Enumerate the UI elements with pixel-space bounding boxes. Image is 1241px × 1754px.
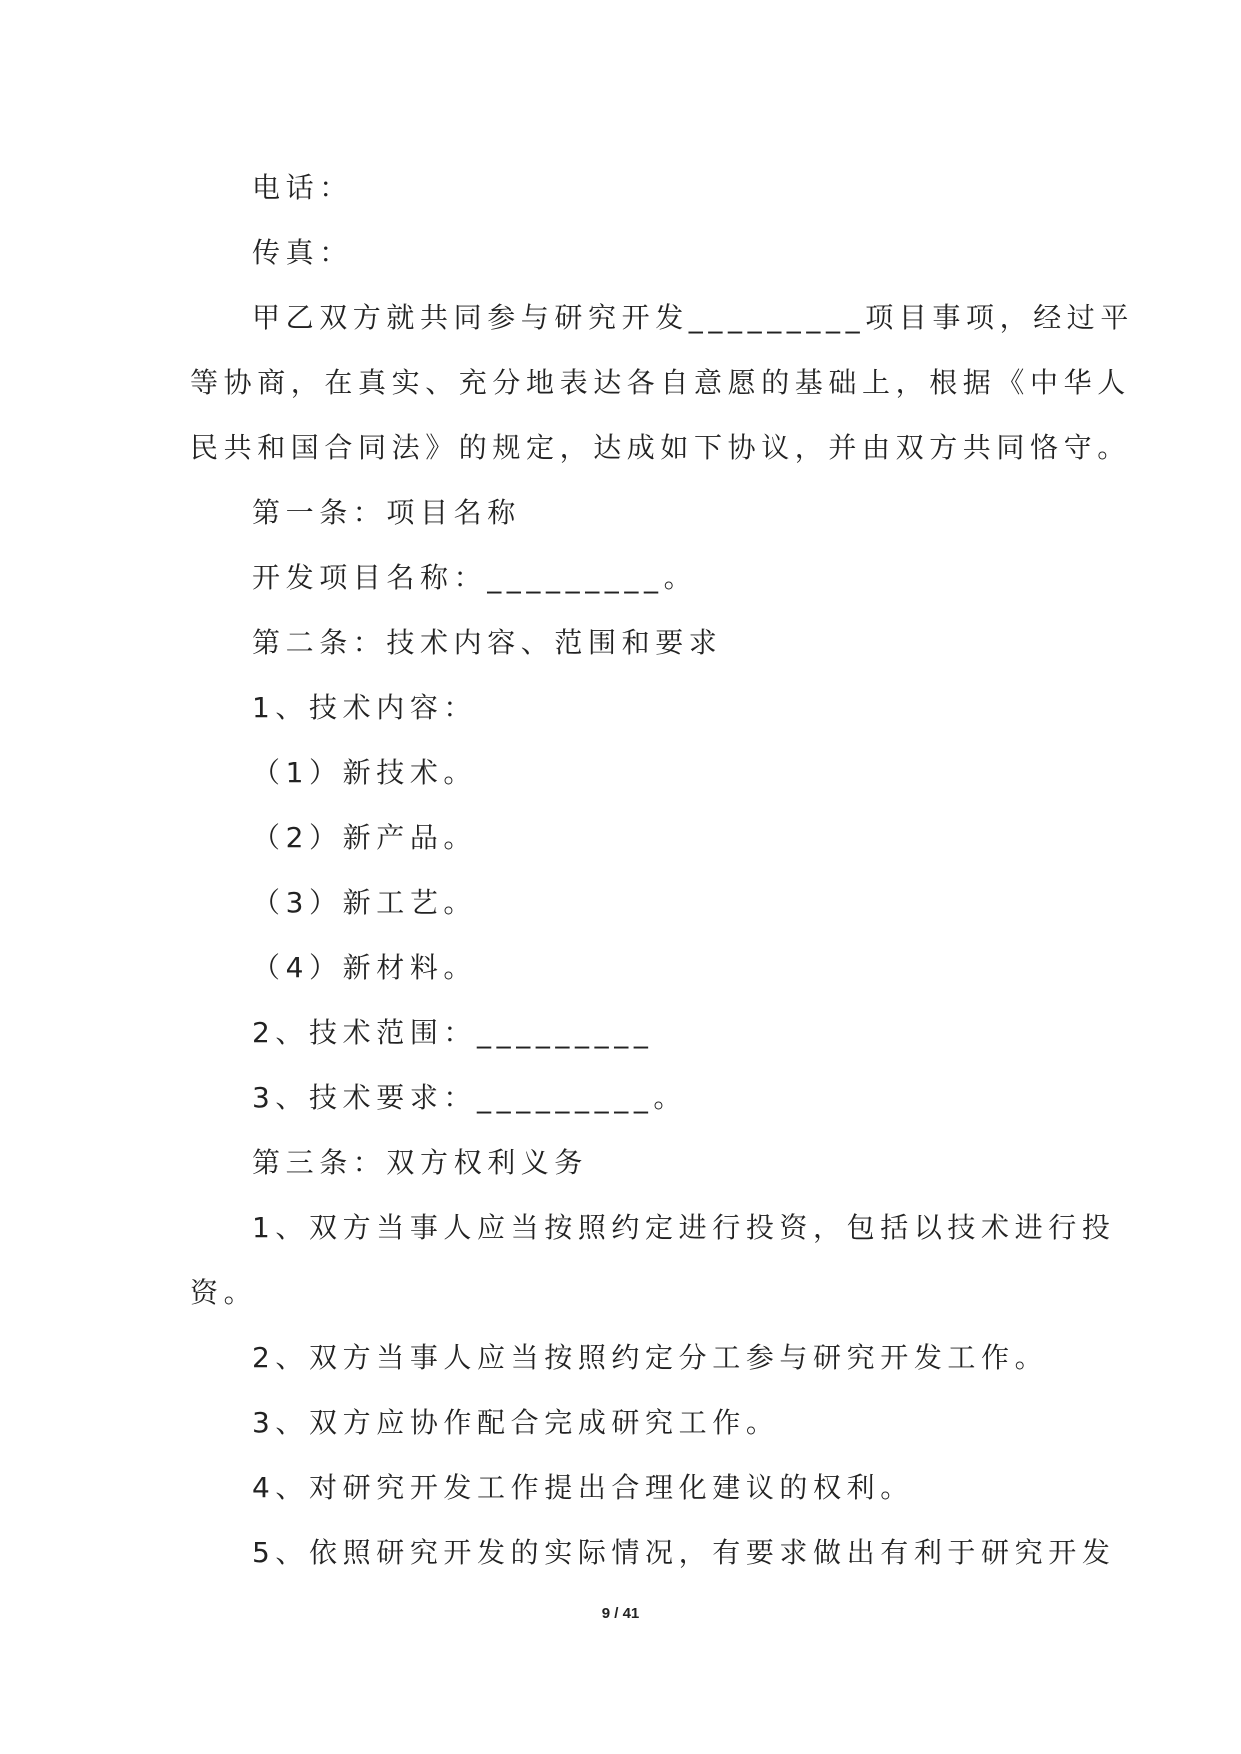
tech-scope-line: 2、技术范围：_________ xyxy=(252,1016,654,1049)
line-fax: 传真： xyxy=(252,236,353,269)
list-item: （2）新产品。 xyxy=(252,821,478,854)
paragraph-intro-line-2: 等协商，在真实、充分地表达各自意愿的基础上，根据《中华人 xyxy=(190,366,1131,399)
obligation-1-line-1: 1、双方当事人应当按照约定进行投资，包括以技术进行投 xyxy=(252,1211,1116,1244)
obligation-3: 3、双方应协作配合完成研究工作。 xyxy=(252,1406,780,1439)
obligation-1-line-2: 资。 xyxy=(190,1276,258,1309)
tech-content-heading: 1、技术内容： xyxy=(252,691,478,724)
project-name-line: 开发项目名称：_________。 xyxy=(252,561,698,594)
paragraph-intro-line-1: 甲乙双方就共同参与研究开发_________项目事项，经过平 xyxy=(252,301,1135,334)
article-3-heading: 第三条：双方权利义务 xyxy=(252,1146,589,1179)
list-item: （4）新材料。 xyxy=(252,951,478,984)
obligation-5: 5、依照研究开发的实际情况，有要求做出有利于研究开发 xyxy=(252,1536,1116,1569)
tech-requirement-line: 3、技术要求：_________。 xyxy=(252,1081,688,1114)
obligation-4: 4、对研究开发工作提出合理化建议的权利。 xyxy=(252,1471,914,1504)
article-1-heading: 第一条：项目名称 xyxy=(252,496,521,529)
page-number: 9 / 41 xyxy=(601,1605,640,1622)
document-body xyxy=(190,155,1135,1585)
line-phone: 电话： xyxy=(252,171,353,204)
article-2-heading: 第二条：技术内容、范围和要求 xyxy=(252,626,723,659)
list-item: （1）新技术。 xyxy=(252,756,478,789)
obligation-2: 2、双方当事人应当按照约定分工参与研究开发工作。 xyxy=(252,1341,1049,1374)
paragraph-intro-line-3: 民共和国合同法》的规定，达成如下协议，并由双方共同恪守。 xyxy=(190,431,1131,464)
list-item: （3）新工艺。 xyxy=(252,886,478,919)
